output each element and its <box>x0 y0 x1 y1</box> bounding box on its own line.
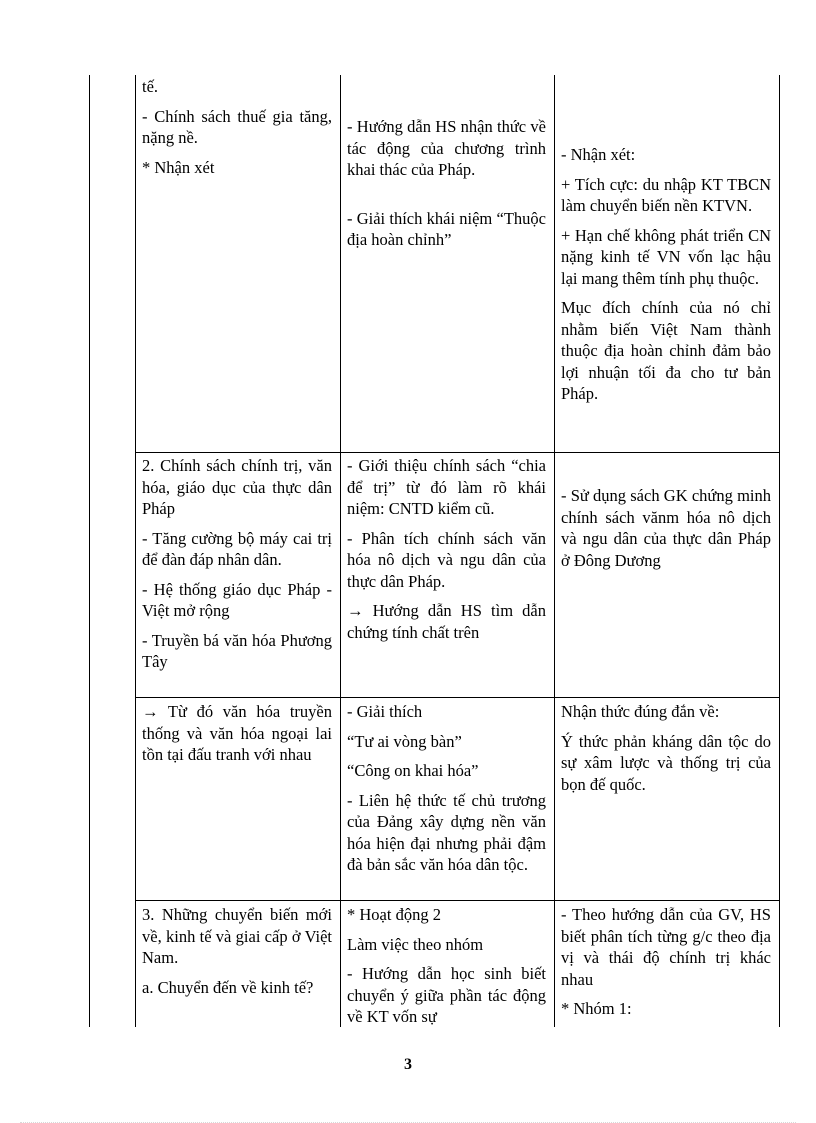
table-cell <box>561 904 771 1028</box>
row-divider <box>135 697 780 698</box>
table-cell <box>347 701 546 884</box>
cell-text: - Theo hướng dẫn của GV, HS biết phân tích từng g/c theo địa vị và thái độ chính trị khác nhau <box>561 905 771 989</box>
cell-text: - Nhận xét: <box>561 145 636 164</box>
table-cell <box>561 485 771 579</box>
cell-text: - Hướng dẫn HS nhận thức về tác động của chương trình khai thác của Pháp. <box>347 117 546 179</box>
cell-text: - Truyền bá văn hóa Phương Tây <box>142 630 332 671</box>
table-cell <box>347 904 546 1036</box>
table-border-right <box>779 75 780 1027</box>
table-cell <box>142 904 332 1006</box>
cell-text: - Sử dụng sách GK chứng minh chính sách vănm hóa nô dịch và ngu dân của thực dân Pháp ở Đông Dương <box>561 486 771 570</box>
table-cell <box>347 455 546 651</box>
cell-text: → Hướng dẫn HS tìm dẫn chứng tính chất trên <box>347 601 546 642</box>
column-divider <box>554 75 555 1027</box>
cell-text: - Phân tích chính sách văn hóa nô dịch và ngu dân của thực dân Pháp. <box>347 528 546 591</box>
cell-text: “Công on khai hóa” <box>347 761 479 780</box>
cell-text: - Chính sách thuế gia tăng, nặng nề. <box>142 106 332 147</box>
cell-text: a. Chuyển đến về kinh tế? <box>142 977 314 997</box>
cell-text: * Nhóm 1: <box>561 999 632 1018</box>
cell-text: Nhận thức đúng đắn về: <box>561 702 720 721</box>
cell-text: Mục đích chính của nó chỉ nhằm biến Việt Nam thành thuộc địa hoàn chỉnh đảm bảo lợi nhuận tối đa cho tư bản Pháp. <box>561 298 771 403</box>
cell-text: - Giải thích khái niệm “Thuộc địa hoàn chỉnh” <box>347 208 546 249</box>
cell-text: Ý thức phản kháng dân tộc do sự xâm lược và thống trị của bọn đế quốc. <box>561 731 771 794</box>
table-cell <box>142 76 332 186</box>
column-divider <box>135 75 136 1027</box>
table-cell <box>347 116 546 259</box>
cell-text: - Liên hệ thức tế chủ trương của Đảng xây dựng nền văn hóa hiện đại nhưng phải đậm đà bản sắc văn hóa dân tộc. <box>347 790 546 874</box>
cell-text: Làm việc theo nhóm <box>347 934 484 954</box>
cell-text: 3. Những chuyển biến mới về, kinh tế và giai cấp ở Việt Nam. <box>142 905 332 967</box>
cell-text: - Hướng dẫn học sinh biết chuyển ý giữa phần tác động về KT vốn sự <box>347 964 546 1026</box>
cell-text: + Tích cực: du nhập KT TBCN làm chuyển biến nền KTVN. <box>561 174 771 215</box>
table-cell <box>561 701 771 803</box>
table-cell <box>561 144 771 413</box>
cell-text: * Hoạt động 2 <box>347 905 441 924</box>
cell-text: - Giải thích <box>347 702 423 721</box>
cell-text: * Nhận xét <box>142 157 215 177</box>
table-cell <box>142 701 332 774</box>
column-divider <box>340 75 341 1027</box>
cell-text: - Tăng cường bộ máy cai trị để đàn đáp nhân dân. <box>142 528 332 569</box>
table-border-left <box>89 75 90 1027</box>
cell-text: + Hạn chế không phát triển CN nặng kinh tế VN vốn lạc hậu lại mang thêm tính phụ thuộc. <box>561 225 771 288</box>
cell-text: tế. <box>142 77 159 96</box>
row-divider <box>135 900 780 901</box>
cell-text: 2. Chính sách chính trị, văn hóa, giáo dục của thực dân Pháp <box>142 456 332 518</box>
cell-text: → Từ đó văn hóa truyền thống và văn hóa ngoại lai tồn tại đấu tranh với nhau <box>142 702 332 764</box>
row-divider <box>135 452 780 453</box>
table-cell <box>142 455 332 681</box>
cell-text: “Tư ai vòng bàn” <box>347 731 462 751</box>
page-number: 3 <box>404 1056 412 1073</box>
cell-text: - Giới thiệu chính sách “chia để trị” từ đó làm rõ khái niệm: CNTD kiểm cũ. <box>347 456 546 518</box>
cell-text: - Hệ thống giáo dục Pháp - Việt mở rộng <box>142 579 332 620</box>
